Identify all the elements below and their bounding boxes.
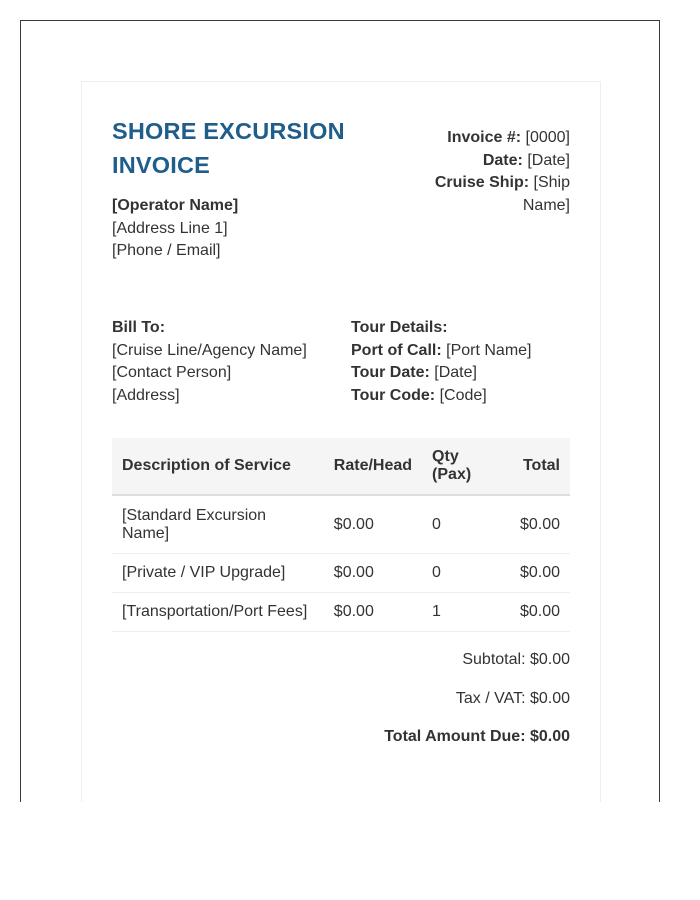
row-total: $0.00 <box>510 495 570 554</box>
header-total: Total <box>510 438 570 495</box>
tour-date-value: [Date] <box>434 364 477 381</box>
tour-date-label: Tour Date: <box>351 364 430 381</box>
operator-block <box>112 195 238 263</box>
row-qty: 0 <box>422 554 510 593</box>
bill-to-block <box>112 317 342 407</box>
services-table <box>112 438 570 632</box>
tour-details-block <box>351 317 570 407</box>
header-rate: Rate/Head <box>324 438 422 495</box>
table-header-row <box>112 438 570 495</box>
invoice-date-line <box>410 150 570 173</box>
port-of-call-line <box>351 340 570 363</box>
invoice-number-value: [0000] <box>525 129 570 146</box>
cruise-ship-line <box>410 172 570 217</box>
row-description: [Transportation/Port Fees] <box>112 593 324 632</box>
address-section <box>112 317 570 407</box>
tax-vat: Tax / VAT: $0.00 <box>455 689 570 707</box>
invoice-title <box>112 114 372 182</box>
port-of-call-value: [Port Name] <box>446 341 532 359</box>
row-description: [Private / VIP Upgrade] <box>112 554 324 593</box>
table-row <box>112 554 570 593</box>
tour-code-line <box>351 385 570 408</box>
row-description: [Standard Excursion Name] <box>112 495 324 554</box>
row-qty: 1 <box>422 593 510 632</box>
port-of-call-label: Port of Call: <box>351 341 442 359</box>
row-total: $0.00 <box>510 593 570 632</box>
invoice-header <box>112 112 570 292</box>
total-amount-due: Total Amount Due: $0.00 <box>384 728 570 745</box>
invoice-date-label: Date: <box>482 151 523 169</box>
invoice-number-line <box>410 127 570 150</box>
row-rate: $0.00 <box>324 554 422 593</box>
cruise-ship-value: [Ship Name] <box>522 174 570 214</box>
subtotal: Subtotal: $0.00 <box>462 651 570 668</box>
table-row <box>112 495 570 554</box>
invoice-title-line2: INVOICE <box>112 152 211 178</box>
tour-details-label: Tour Details: <box>351 319 448 336</box>
cruise-ship-label: Cruise Ship: <box>434 174 530 191</box>
tour-date-line <box>351 362 570 385</box>
invoice-date-value: [Date] <box>527 151 570 169</box>
bill-to-address: [Address] <box>112 386 180 404</box>
bill-to-agency: [Cruise Line/Agency Name] <box>112 341 307 359</box>
bill-to-label: Bill To: <box>112 319 166 336</box>
invoice-meta <box>410 127 570 217</box>
row-rate: $0.00 <box>324 495 422 554</box>
header-qty: Qty (Pax) <box>422 438 510 495</box>
operator-contact: [Phone / Email] <box>112 242 221 259</box>
bill-to-contact: [Contact Person] <box>112 364 232 381</box>
tour-code-label: Tour Code: <box>351 386 436 404</box>
invoice-title-line1: SHORE EXCURSION <box>112 118 345 144</box>
tour-code-value: [Code] <box>439 386 487 404</box>
operator-name: [Operator Name] <box>112 197 239 214</box>
operator-address: [Address Line 1] <box>112 219 228 237</box>
table-row <box>112 593 570 632</box>
header-description: Description of Service <box>112 438 324 495</box>
invoice-content <box>112 112 570 745</box>
row-rate: $0.00 <box>324 593 422 632</box>
totals-block <box>270 649 570 765</box>
invoice-number-label: Invoice #: <box>447 129 522 146</box>
row-total: $0.00 <box>510 554 570 593</box>
row-qty: 0 <box>422 495 510 554</box>
